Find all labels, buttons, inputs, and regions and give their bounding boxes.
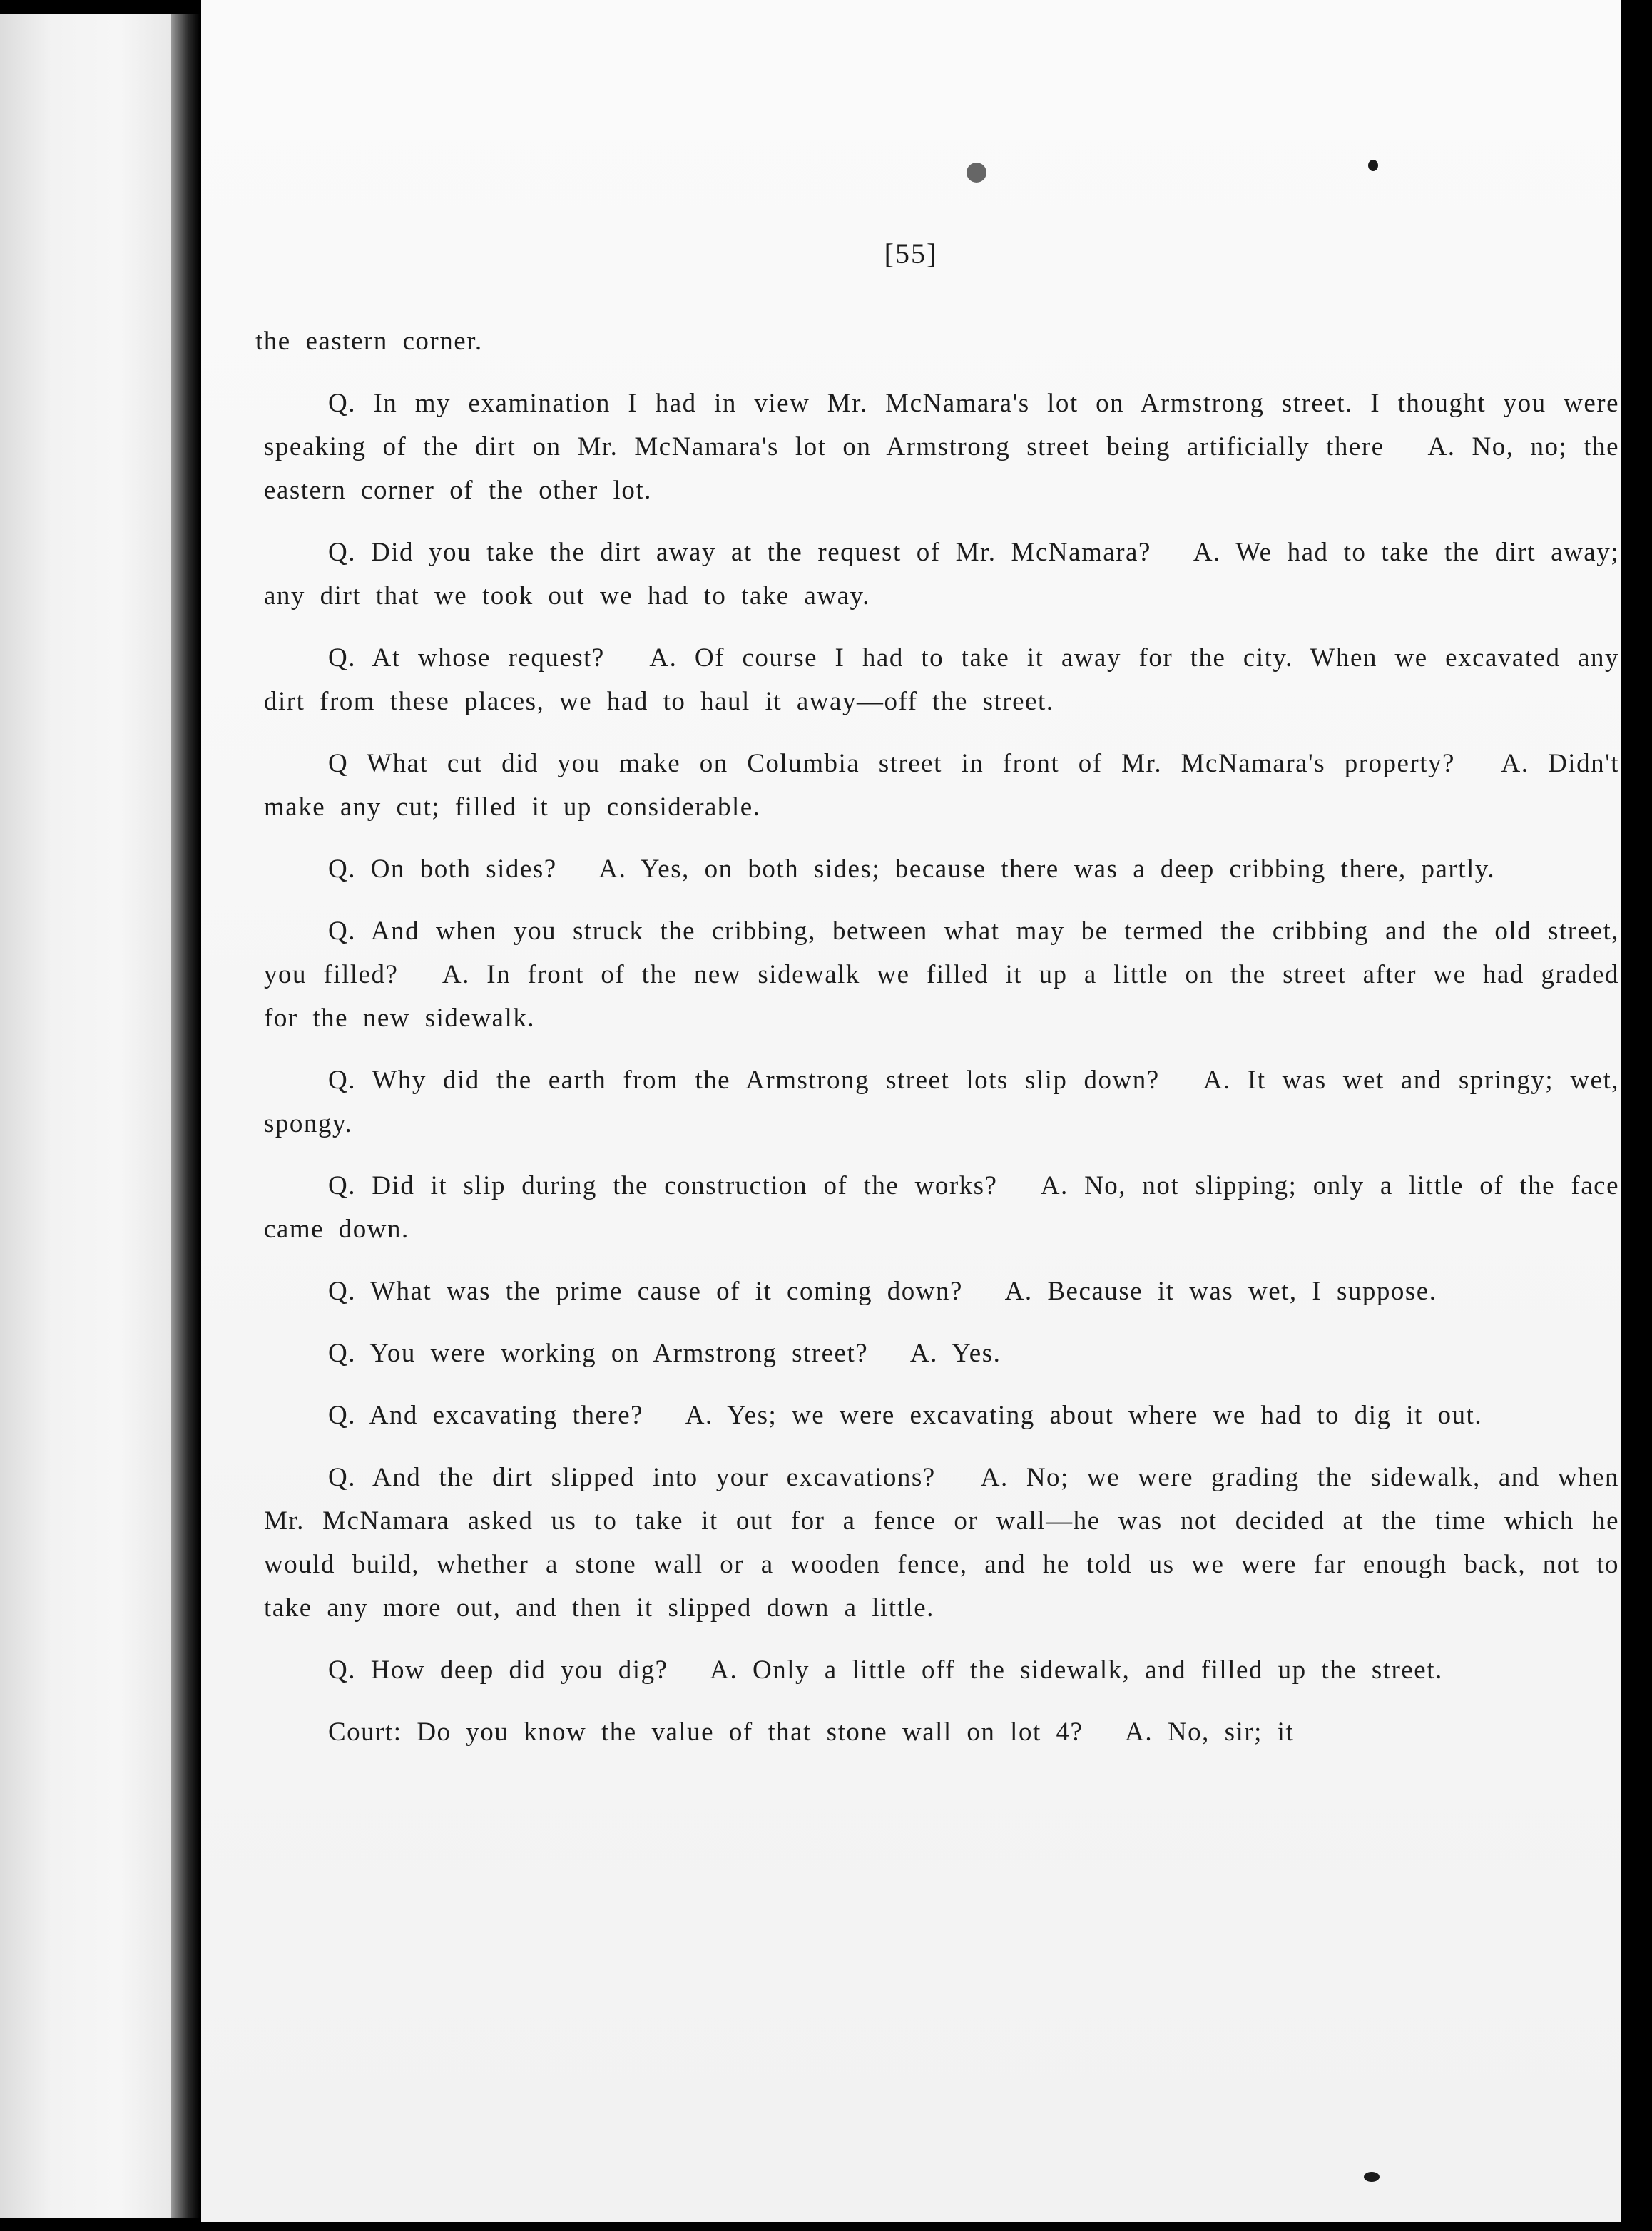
question-marker: Q.: [328, 917, 356, 946]
question-text: Why did the earth from the Armstrong street lots slip down?: [372, 1066, 1160, 1095]
question-marker: Q.: [328, 1401, 356, 1430]
answer-text: Because it was wet, I suppose.: [1047, 1277, 1437, 1306]
paragraph-1: [264, 382, 1619, 512]
question-marker: Q.: [328, 1339, 356, 1368]
answer-marker: A.: [649, 643, 678, 673]
question-marker: Q.: [328, 389, 356, 418]
question-marker: Q: [328, 749, 349, 778]
paragraph-14: [264, 1710, 1619, 1754]
answer-text: In front of the new sidewalk we filled it up a little on the street after we had graded for the new sidewalk.: [264, 960, 1619, 1033]
question-text: How deep did you dig?: [370, 1655, 668, 1685]
question-text: Do you know the value of that stone wall on lot 4?: [417, 1717, 1084, 1747]
page-number: [55]: [884, 238, 938, 270]
question-text: Did you take the dirt away at the request of Mr. McNamara?: [371, 538, 1151, 567]
paragraph-7: [264, 1058, 1619, 1145]
question-text: And when you struck the cribbing, between what may be termed the cribbing and the old street, you filled?: [264, 917, 1619, 989]
question-marker: Q.: [328, 854, 356, 884]
ink-blot: [967, 163, 986, 183]
answer-text: We had to take the dirt away; any dirt that we took out we had to take away.: [264, 538, 1619, 611]
answer-marker: A.: [1193, 538, 1221, 567]
scan-border: [1621, 0, 1652, 2231]
answer-marker: A.: [909, 1339, 938, 1368]
paragraph-5: [264, 847, 1619, 891]
question-text: Did it slip during the construction of the works?: [372, 1171, 998, 1200]
question-marker: Q.: [328, 643, 356, 673]
testimony-text: [255, 320, 1620, 1772]
paragraph-2: [264, 531, 1619, 618]
paragraph-12: [264, 1456, 1619, 1630]
question-marker: Q.: [328, 538, 356, 567]
answer-text: Of course I had to take it away for the city. When we excavated any dirt from these places, we had to haul it away—off the street.: [264, 643, 1619, 716]
question-marker: Q.: [328, 1066, 356, 1095]
ink-dot: [1368, 160, 1378, 171]
answer-marker: A.: [1040, 1171, 1069, 1200]
answer-marker: A.: [1203, 1066, 1231, 1095]
question-marker: Q.: [328, 1171, 356, 1200]
answer-marker: A.: [710, 1655, 738, 1685]
answer-marker: A.: [598, 854, 627, 884]
question-text: In my examination I had in view Mr. McNamara's lot on Armstrong street. I thought you were speaking of the dirt on Mr. McNamara's lot on Armstrong street being artificially there: [264, 389, 1619, 461]
answer-text: No; we were grading the sidewalk, and when Mr. McNamara asked us to take it out for a fence or wall—he was not decided at the time which he would build, whether a stone wall or a wooden fence, and he told us we were far enough back, not to take any more out, and then it slipped down a little.: [264, 1463, 1619, 1623]
answer-text: Yes; we were excavating about where we had to dig it out.: [727, 1401, 1483, 1430]
answer-text: No, not slipping; only a little of the face came down.: [264, 1171, 1620, 1244]
binding-shadow: [171, 14, 200, 2218]
answer-marker: A.: [1427, 432, 1456, 461]
question-marker: Q.: [328, 1277, 356, 1306]
answer-marker: A.: [1004, 1277, 1033, 1306]
answer-text: Didn't make any cut; filled it up considerable.: [264, 749, 1620, 822]
question-text: And excavating there?: [369, 1401, 644, 1430]
answer-text: No, no; the eastern corner of the other lot.: [264, 432, 1620, 505]
question-text: What was the prime cause of it coming down?: [370, 1277, 963, 1306]
facing-page-edge: [0, 14, 171, 2218]
ink-smudge: [1364, 2172, 1380, 2182]
paragraph-8: [264, 1164, 1619, 1251]
paragraph-11: [264, 1394, 1619, 1437]
answer-text: Yes, on both sides; because there was a deep cribbing there, partly.: [640, 854, 1496, 884]
question-text: And the dirt slipped into your excavations?: [372, 1463, 936, 1492]
answer-marker: A.: [1125, 1717, 1153, 1747]
answer-marker: A.: [442, 960, 470, 989]
answer-text: Yes.: [952, 1339, 1001, 1368]
paragraph-0: [255, 320, 1619, 363]
question-text: What cut did you make on Columbia street in front of Mr. McNamara's property?: [367, 749, 1455, 778]
paragraph-3: [264, 636, 1619, 723]
paragraph-6: [264, 909, 1619, 1040]
answer-marker: A.: [1501, 749, 1529, 778]
answer-text: It was wet and springy; wet, spongy.: [264, 1066, 1619, 1138]
question-text: On both sides?: [370, 854, 557, 884]
document-page: [201, 0, 1621, 2222]
court-marker: Court:: [328, 1717, 402, 1747]
answer-marker: A.: [980, 1463, 1009, 1492]
answer-text: No, sir; it: [1167, 1717, 1295, 1747]
answer-marker: A.: [685, 1401, 713, 1430]
question-marker: Q.: [328, 1655, 356, 1685]
paragraph-13: [264, 1648, 1619, 1692]
question-marker: Q.: [328, 1463, 356, 1492]
paragraph-9: [264, 1270, 1619, 1313]
paragraph-4: [264, 742, 1619, 829]
answer-text: Only a little off the sidewalk, and filled up the street.: [752, 1655, 1443, 1685]
paragraph-10: [264, 1332, 1619, 1375]
paragraph-text: the eastern corner.: [255, 327, 483, 356]
question-text: At whose request?: [372, 643, 605, 673]
question-text: You were working on Armstrong street?: [369, 1339, 869, 1368]
